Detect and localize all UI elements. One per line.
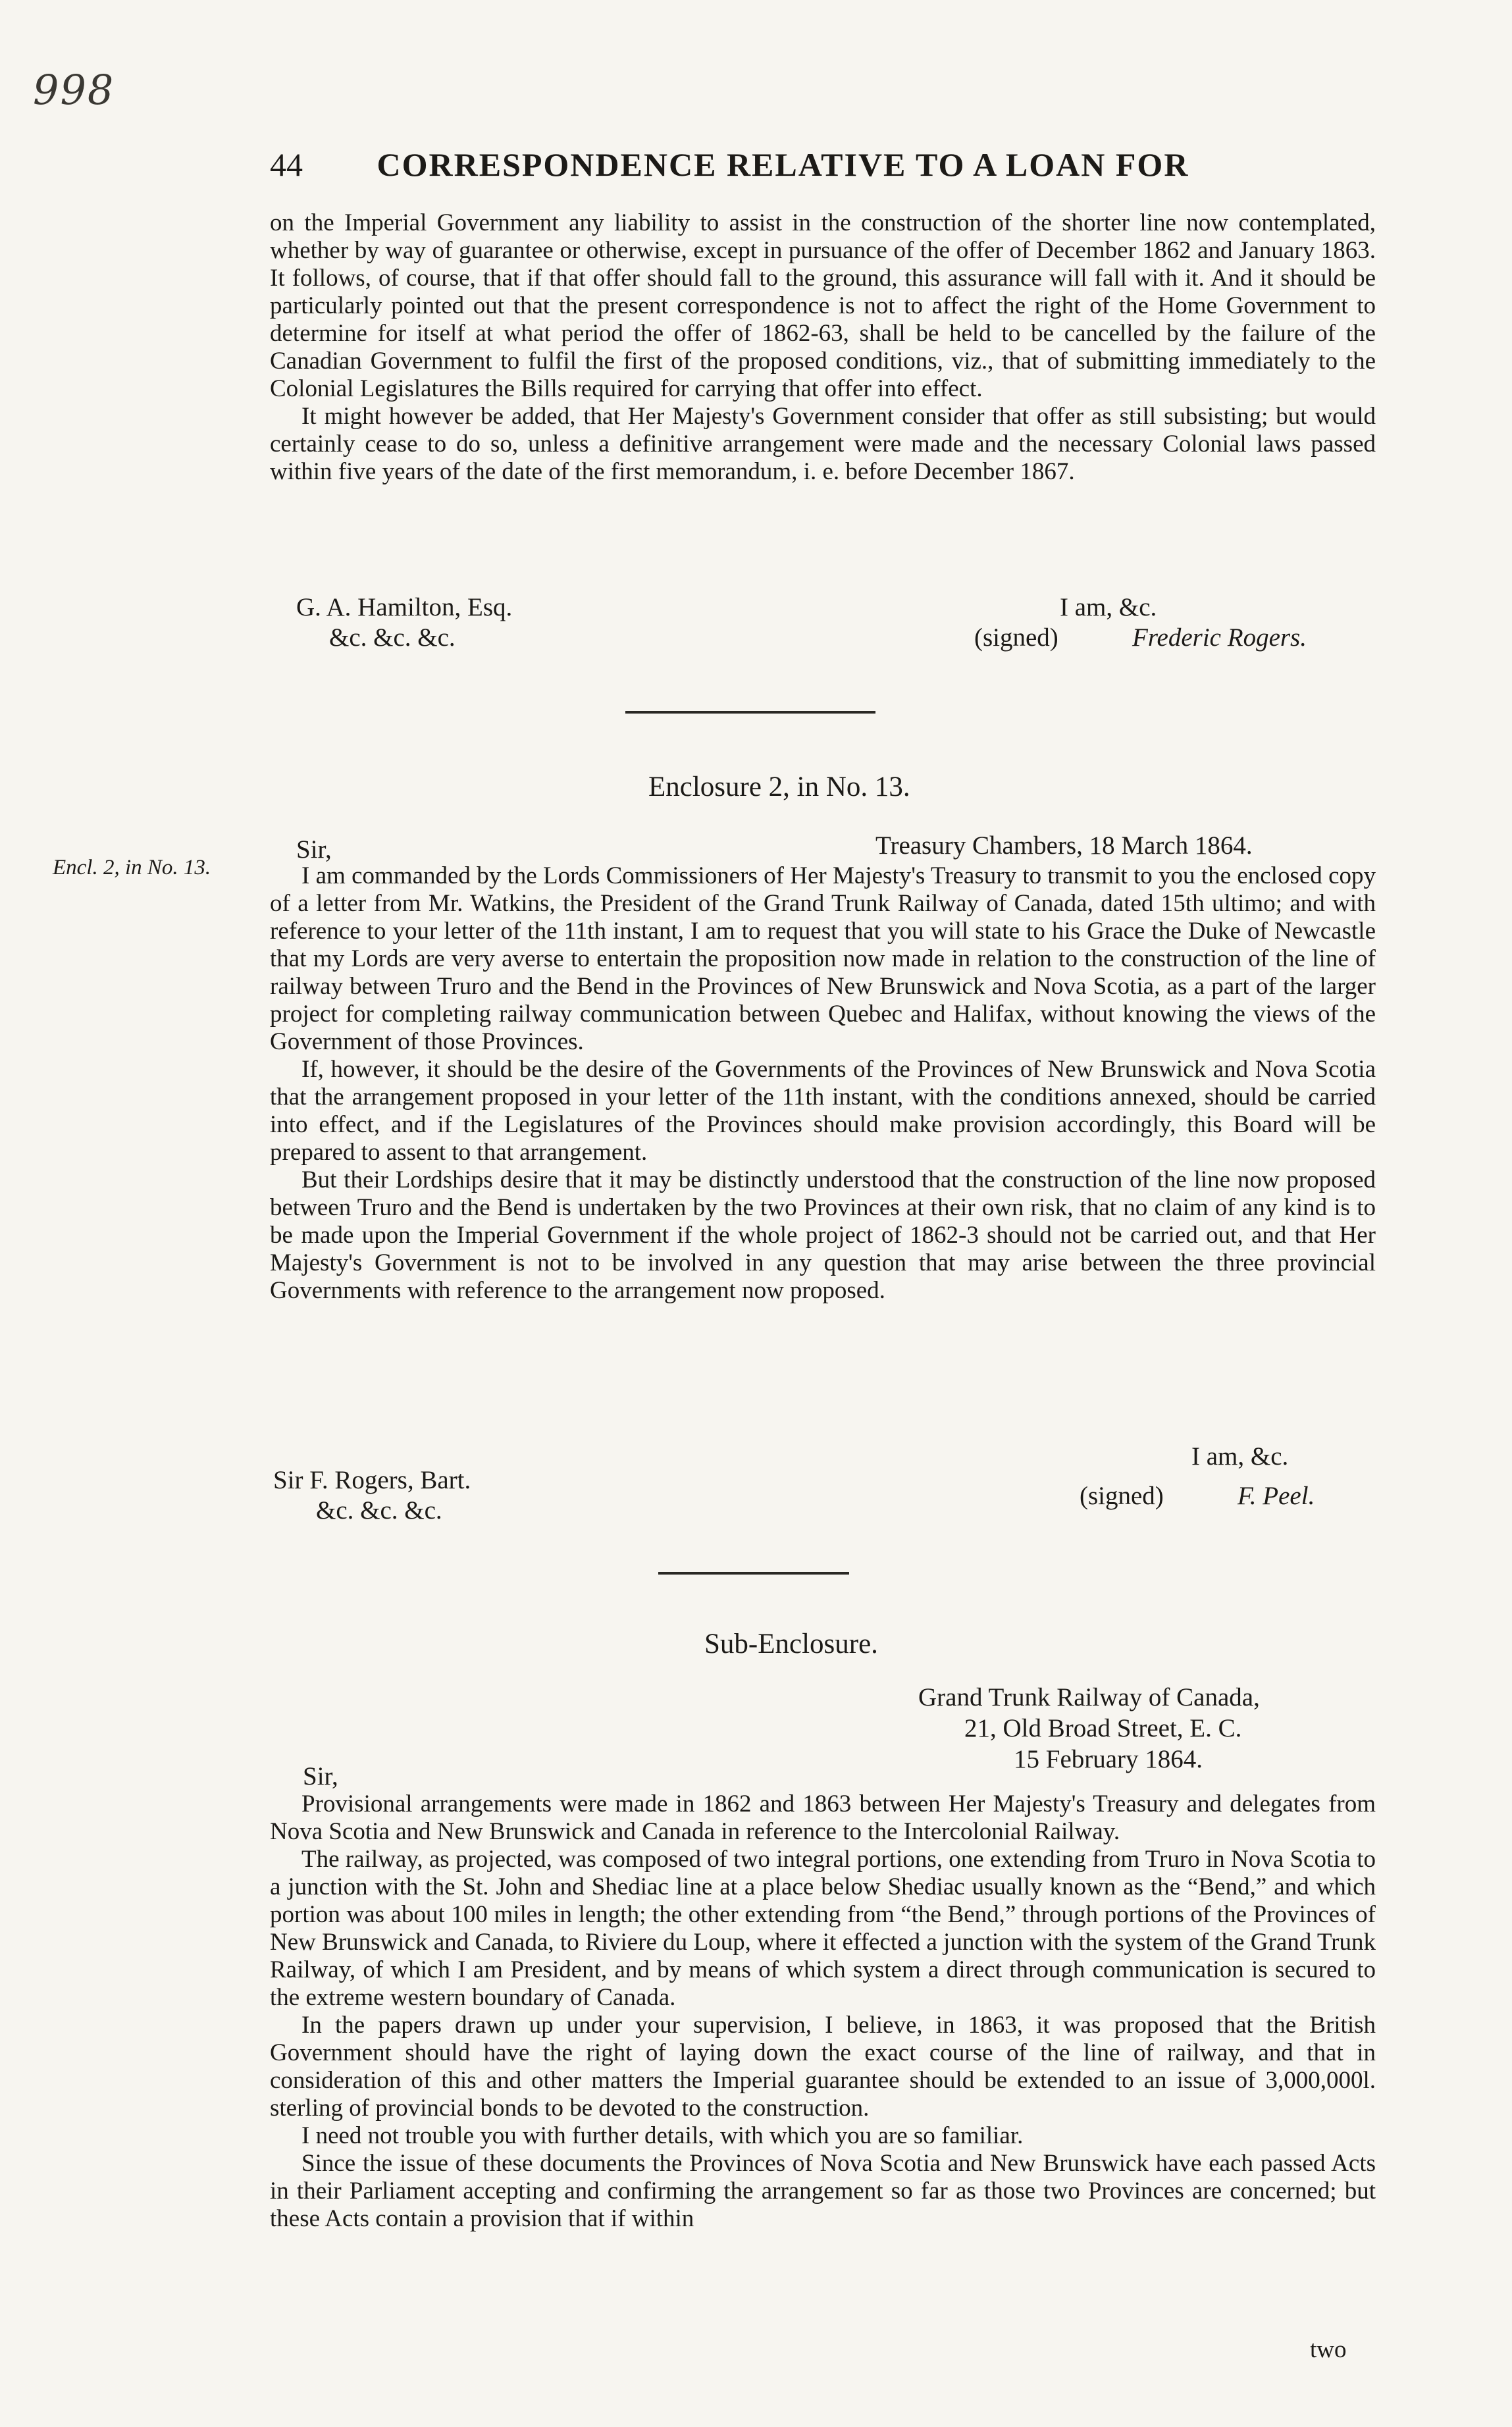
letter1-paragraph: on the Imperial Government any liability to assist in the construction of the shorter line now contemplated, whether by way of guarantee or otherwise, except in pursuance of the offer of December 1862 and January 1863. It follows, of course, that if that offer should fall to the ground, this assurance will fall with it. And it should be particularly pointed out that the present correspondence is not to affect the right of the Home Government to determine for itself at what period the offer of 1862-63, shall be held to be cancelled by the failure of the Canadian Government to fulfil the first of the proposed conditions, viz., that of submitting immediately to the Colonial Legislatures the Bills required for carrying that offer into effect. [270,209,1376,402]
letter1-signed: (signed) [974,623,1058,652]
sub-enclosure-paragraph: Provisional arrangements were made in 1862 and 1863 between Her Majesty's Treasury and delegates from Nova Scotia and New Brunswick and Canada in reference to the Intercolonial Railway. [270,1790,1376,1845]
enclosure-place-date: Treasury Chambers, 18 March 1864. [875,831,1253,860]
catchword: two [1310,2336,1347,2363]
sub-enclosure-paragraph: I need not trouble you with further details, with which you are so familiar. [301,2122,1024,2149]
enclosure-paragraph: But their Lordships desire that it may be distinctly understood that the construction of the line now proposed between Truro and the Bend is undertaken by the two Provinces at their own risk, that no claim of any kind is to be made upon the Imperial Government if the whole project of 1862-3 should not be carried out, and that Her Majesty's Government is not to be involved in any question that may arise between the three provincial Governments with reference to the arrangement now proposed. [270,1166,1376,1304]
letter1-paragraph: It might however be added, that Her Majesty's Government consider that offer as still subsisting; but would certainly cease to do so, unless a definitive arrangement were made and the necessary Colonial laws passed within five years of the date of the first memorandum, i. e. before December 1867. [270,403,1376,485]
enclosure-salutation: Sir, [296,835,332,864]
enclosure-signature: F. Peel. [1238,1482,1315,1510]
sub-enclosure-paragraph: In the papers drawn up under your supervision, I believe, in 1863, it was proposed that the British Government should have the right of laying down the exact course of the line of railway, and that in consideration of this and other matters the Imperial guarantee should be extended to an issue of 3,000,000l. sterling of provincial bonds to be devoted to the construction. [270,2012,1376,2122]
enclosure-paragraph: I am commanded by the Lords Commissioners of Her Majesty's Treasury to transmit to you the enclosed copy of a letter from Mr. Watkins, the President of the Grand Trunk Railway of Canada, dated 15th ultimo; and with reference to your letter of the 11th instant, I am to request that you will state to his Grace the Duke of Newcastle that my Lords are very averse to entertain the proposition now made in relation to the construction of the line of railway between Truro and the Bend in the Provinces of New Brunswick and Nova Scotia, as a part of the larger project for completing railway communication between Quebec and Halifax, without knowing the views of the Government of those Provinces. [270,862,1376,1055]
letter1-addressee: G. A. Hamilton, Esq. [296,593,513,621]
enclosure-closing: I am, &c. [1191,1442,1289,1471]
enclosure-body [270,862,1376,1305]
enclosure-paragraph: If, however, it should be the desire of the Governments of the Provinces of New Brunswick and Nova Scotia that the arrangement proposed in your letter of the 11th instant, with the conditions annexed, should be carried into effect, and if the Legislatures of the Provinces should make provision accordingly, this Board will be prepared to assent to that arrangement. [270,1056,1376,1166]
enclosure-heading: Enclosure 2, in No. 13. [648,771,910,802]
letter1-addressee-etc: &c. &c. &c. [329,623,456,652]
margin-note: Encl. 2, in No. 13. [53,856,211,879]
page-title: CORRESPONDENCE RELATIVE TO A LOAN FOR [377,146,1189,183]
sub-enclosure-date: 15 February 1864. [1014,1745,1203,1773]
letter1-signature: Frederic Rogers. [1132,623,1307,652]
sub-enclosure-address-line1: Grand Trunk Railway of Canada, [918,1683,1260,1711]
sub-enclosure-paragraph: Since the issue of these documents the Provinces of Nova Scotia and New Brunswick have each passed Acts in their Parliament accepting and confirming the arrangement so far as those two Provinces are concerned; but these Acts contain a provision that if within [270,2150,1376,2232]
page-number: 44 [270,146,303,183]
enclosure-addressee: Sir F. Rogers, Bart. [273,1466,471,1494]
sub-enclosure-salutation: Sir, [303,1762,338,1790]
enclosure-addressee-etc: &c. &c. &c. [316,1496,442,1525]
section-divider [625,711,875,714]
letter1-closing: I am, &c. [1060,593,1157,621]
enclosure-signed: (signed) [1080,1482,1164,1510]
sub-enclosure-heading: Sub-Enclosure. [704,1629,878,1659]
handwritten-folio-number: 998 [33,66,115,114]
sub-enclosure-body [270,1790,1376,2233]
section-divider [658,1572,849,1575]
sub-enclosure-paragraph: The railway, as projected, was composed of two integral portions, one extending from Truro in Nova Scotia to a junction with the St. John and Shediac line at a place below Shediac usually known as the “Bend,” and which portion was about 100 miles in length; the other extending from “the Bend,” through portions of the Provinces of New Brunswick and Canada, to Riviere du Loup, where it effected a junction with the system of the Grand Trunk Railway, of which I am President, and by means of which system a direct through communication is secured to the extreme western boundary of Canada. [270,1846,1376,2011]
running-header [270,145,1389,184]
letter1-body [270,209,1376,486]
sub-enclosure-address-line2: 21, Old Broad Street, E. C. [964,1714,1242,1742]
